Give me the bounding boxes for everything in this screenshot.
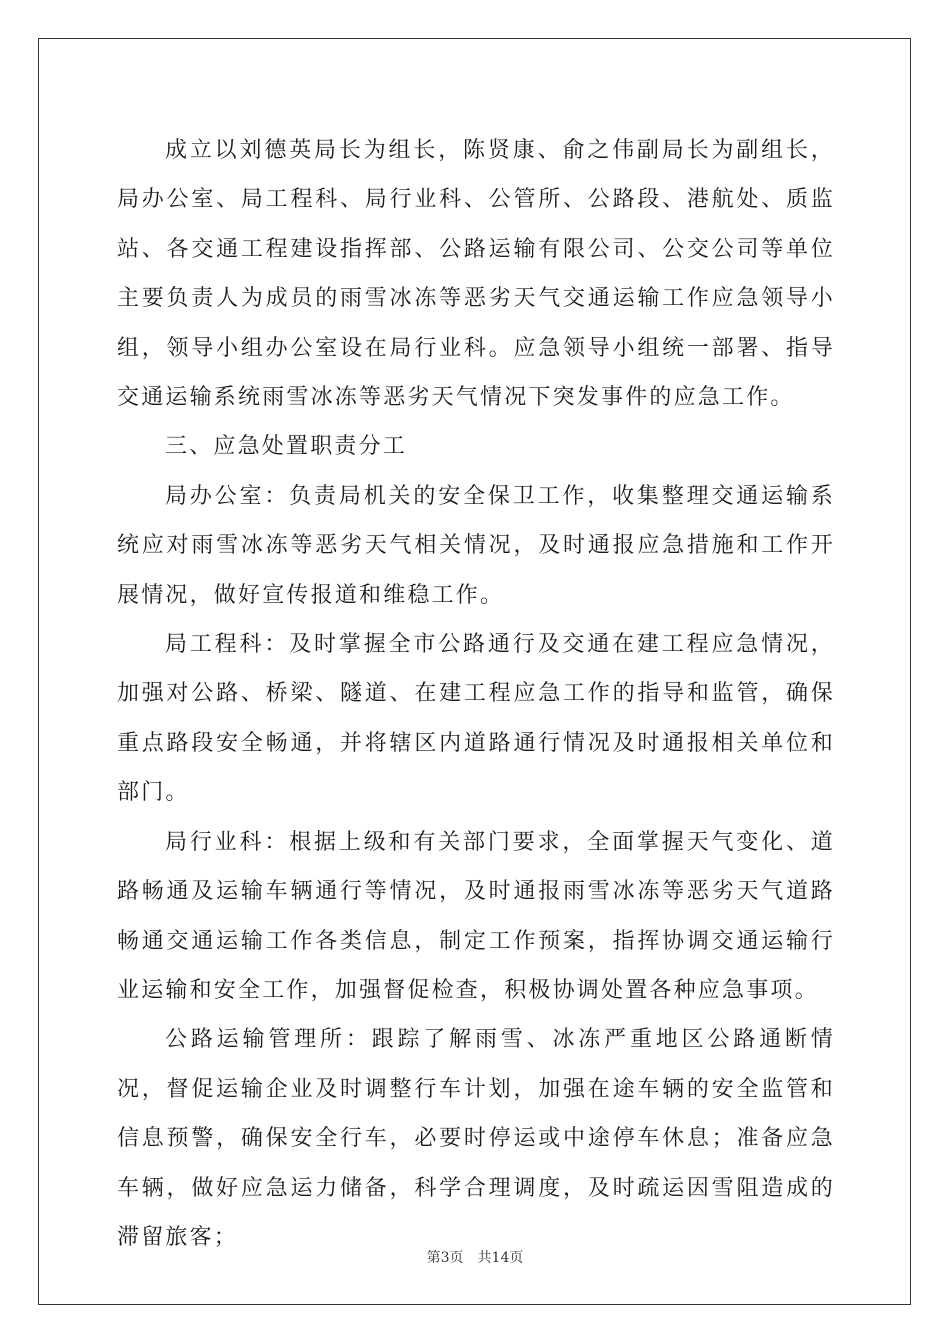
paragraph-industry: 局行业科：根据上级和有关部门要求，全面掌握天气变化、道路畅通及运输车辆通行等情况，及时通报雨雪冰冻等恶劣天气道路畅通交通运输工作各类信息，制定工作预案，指挥协调交通运输行业运输和安全工作，加强督促检查，积极协调处置各种应急事项。 bbox=[117, 829, 835, 1003]
page-number: 第3页 bbox=[426, 1250, 464, 1266]
document-body bbox=[117, 126, 835, 1262]
section-heading-duties: 三、应急处置职责分工 bbox=[165, 434, 408, 460]
paragraph-office: 局办公室：负责局机关的安全保卫工作，收集整理交通运输系统应对雨雪冰冻等恶劣天气相关情况，及时通报应急措施和工作开展情况，做好宣传报道和维稳工作。 bbox=[117, 483, 835, 608]
paragraph-leadership-group: 成立以刘德英局长为组长，陈贤康、俞之伟副局长为副组长，局办公室、局工程科、局行业科、公管所、公路段、港航处、质监站、各交通工程建设指挥部、公路运输有限公司、公交公司等单位主要负责人为成员的雨雪冰冻等恶劣天气交通运输工作应急领导小组，领导小组办公室设在局行业科。应急领导小组统一部署、指导交通运输系统雨雪冰冻等恶劣天气情况下突发事件的应急工作。 bbox=[117, 138, 835, 411]
paragraph-engineering: 局工程科：及时掌握全市公路通行及交通在建工程应急情况，加强对公路、桥梁、隧道、在建工程应急工作的指导和监管，确保重点路段安全畅通，并将辖区内道路通行情况及时通报相关单位和部门。 bbox=[117, 632, 835, 806]
page-total: 共14页 bbox=[477, 1250, 524, 1266]
page-footer bbox=[0, 1247, 950, 1267]
paragraph-transport-management: 公路运输管理所：跟踪了解雨雪、冰冻严重地区公路通断情况，督促运输企业及时调整行车计划，加强在途车辆的安全监管和信息预警，确保安全行车，必要时停运或中途停车休息；准备应急车辆，做好应急运力储备，科学合理调度，及时疏运因雪阻造成的滞留旅客； bbox=[117, 1027, 835, 1250]
